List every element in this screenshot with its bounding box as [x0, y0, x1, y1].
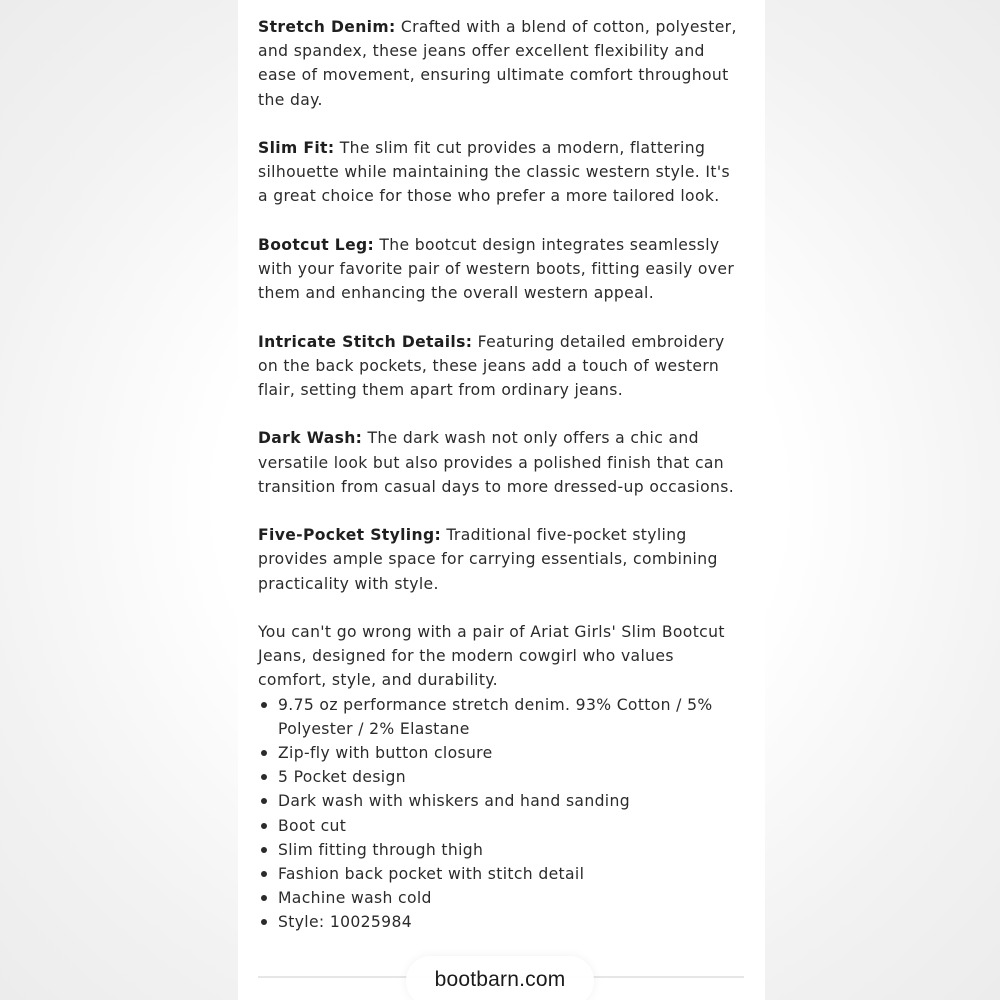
list-item: Dark wash with whiskers and hand sanding: [258, 789, 745, 813]
feature-text: Featuring detailed embroidery on the back pockets, these jeans add a touch of western flair, setting them apart from ordinary jeans.: [258, 332, 725, 399]
list-item: Boot cut: [258, 814, 745, 838]
list-item: Fashion back pocket with stitch detail: [258, 862, 745, 886]
feature-text: The bootcut design integrates seamlessly with your favorite pair of western boots, fitting easily over them and enhancing the overall western appeal.: [258, 235, 735, 303]
product-description-page: [238, 0, 765, 1000]
feature-dark-wash: [258, 426, 745, 499]
site-url-pill[interactable]: [406, 956, 594, 1000]
feature-text: The slim fit cut provides a modern, flattering silhouette while maintaining the classic western style. It's a great choice for those who prefer a more tailored look.: [258, 139, 730, 206]
feature-slim-fit: [258, 136, 745, 209]
list-item: Style: 10025984: [258, 910, 745, 934]
list-item: Zip-fly with button closure: [258, 741, 745, 765]
feature-title: Stretch Denim:: [258, 18, 396, 36]
feature-title: Bootcut Leg:: [258, 235, 375, 254]
feature-bootcut-leg: [258, 233, 745, 306]
feature-stretch-denim: [258, 15, 745, 112]
site-url-label: bootbarn.com: [434, 968, 566, 991]
list-item: Slim fitting through thigh: [258, 838, 745, 862]
feature-stitch-details: [258, 330, 745, 403]
feature-title: Five-Pocket Styling:: [258, 526, 442, 545]
closing-paragraph: You can't go wrong with a pair of Ariat Girls' Slim Bootcut Jeans, designed for the modern cowgirl who values comfort, style, and durability.: [258, 622, 725, 690]
feature-title: Dark Wash:: [258, 429, 363, 448]
list-item: 9.75 oz performance stretch denim. 93% Cotton / 5% Polyester / 2% Elastane: [258, 693, 745, 741]
feature-text: Traditional five-pocket styling provides ample space for carrying essentials, combining practicality with style.: [258, 526, 718, 593]
feature-text: The dark wash not only offers a chic and versatile look but also provides a polished finish that can transition from casual days to more dressed-up occasions.: [258, 429, 735, 496]
feature-title: Intricate Stitch Details:: [258, 332, 473, 351]
feature-title: Slim Fit:: [258, 139, 335, 157]
feature-text: Crafted with a blend of cotton, polyester, and spandex, these jeans offer excellent flexibility and ease of movement, ensuring ultimate comfort throughout the day.: [258, 18, 737, 109]
spec-list: [258, 693, 745, 935]
list-item: 5 Pocket design: [258, 765, 745, 789]
feature-five-pocket: [258, 523, 745, 596]
product-description: [258, 15, 745, 935]
list-item: Machine wash cold: [258, 886, 745, 910]
